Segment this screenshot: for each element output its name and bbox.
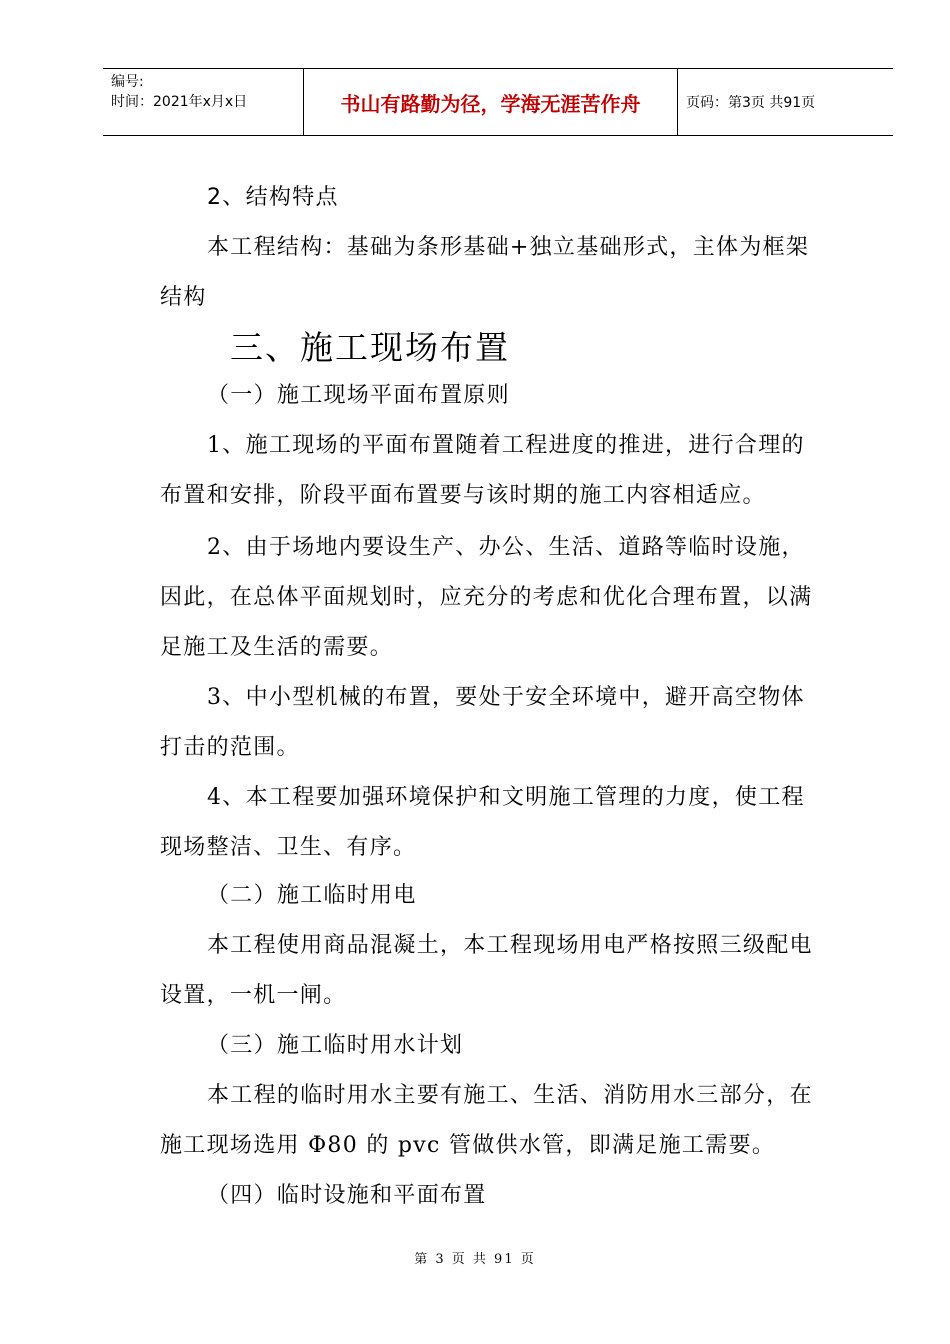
paragraph-6-line-1: 本工程的临时用水主要有施工、生活、消防用水三部分，在: [207, 1083, 813, 1108]
header-meta-cell: [103, 69, 304, 135]
structure-heading: 2、结构特点: [207, 185, 339, 210]
page-header: [103, 68, 893, 136]
paragraph-1-line-2: 布置和安排，阶段平面布置要与该时期的施工内容相适应。: [160, 483, 766, 508]
paragraph-4-line-2: 现场整洁、卫生、有序。: [160, 835, 417, 860]
paragraph-4-line-1: 4、本工程要加强环境保护和文明施工管理的力度，使工程: [207, 785, 805, 810]
subsection-4-title: （四）临时设施和平面布置: [207, 1183, 487, 1208]
paragraph-3-line-2: 打击的范围。: [160, 735, 300, 760]
section-title: 三、施工现场布置: [230, 328, 510, 367]
paragraph-2-line-3: 足施工及生活的需要。: [160, 635, 394, 660]
document-time-label: 时间：2021年x月x日: [111, 94, 248, 110]
header-motto-cell: [304, 69, 678, 135]
subsection-2-title: （二）施工临时用电: [207, 883, 417, 908]
paragraph-1-line-1: 1、施工现场的平面布置随着工程进度的推进，进行合理的: [207, 433, 805, 458]
header-page-code: 页码：第3页 共91页: [686, 95, 816, 111]
header-page-cell: [678, 69, 893, 135]
subsection-1-title: （一）施工现场平面布置原则: [207, 383, 510, 408]
structure-text-line-2: 结构: [160, 285, 207, 310]
subsection-3-title: （三）施工临时用水计划: [207, 1033, 464, 1058]
document-number-label: 编号:: [111, 74, 144, 90]
paragraph-5-line-1: 本工程使用商品混凝土，本工程现场用电严格按照三级配电: [207, 933, 813, 958]
header-motto: 书山有路勤为径，学海无涯苦作舟: [340, 91, 641, 116]
paragraph-5-line-2: 设置，一机一闸。: [160, 983, 347, 1008]
page-footer: 第 3 页 共 91 页: [414, 1252, 536, 1267]
structure-text-line-1: 本工程结构：基础为条形基础+独立基础形式，主体为框架: [207, 235, 810, 260]
paragraph-2-line-2: 因此，在总体平面规划时，应充分的考虑和优化合理布置，以满: [160, 585, 813, 610]
paragraph-3-line-1: 3、中小型机械的布置，要处于安全环境中，避开高空物体: [207, 685, 805, 710]
paragraph-6-line-2: 施工现场选用 Φ80 的 pvc 管做供水管，即满足施工需要。: [160, 1133, 776, 1158]
paragraph-2-line-1: 2、由于场地内要设生产、办公、生活、道路等临时设施，: [207, 535, 805, 560]
